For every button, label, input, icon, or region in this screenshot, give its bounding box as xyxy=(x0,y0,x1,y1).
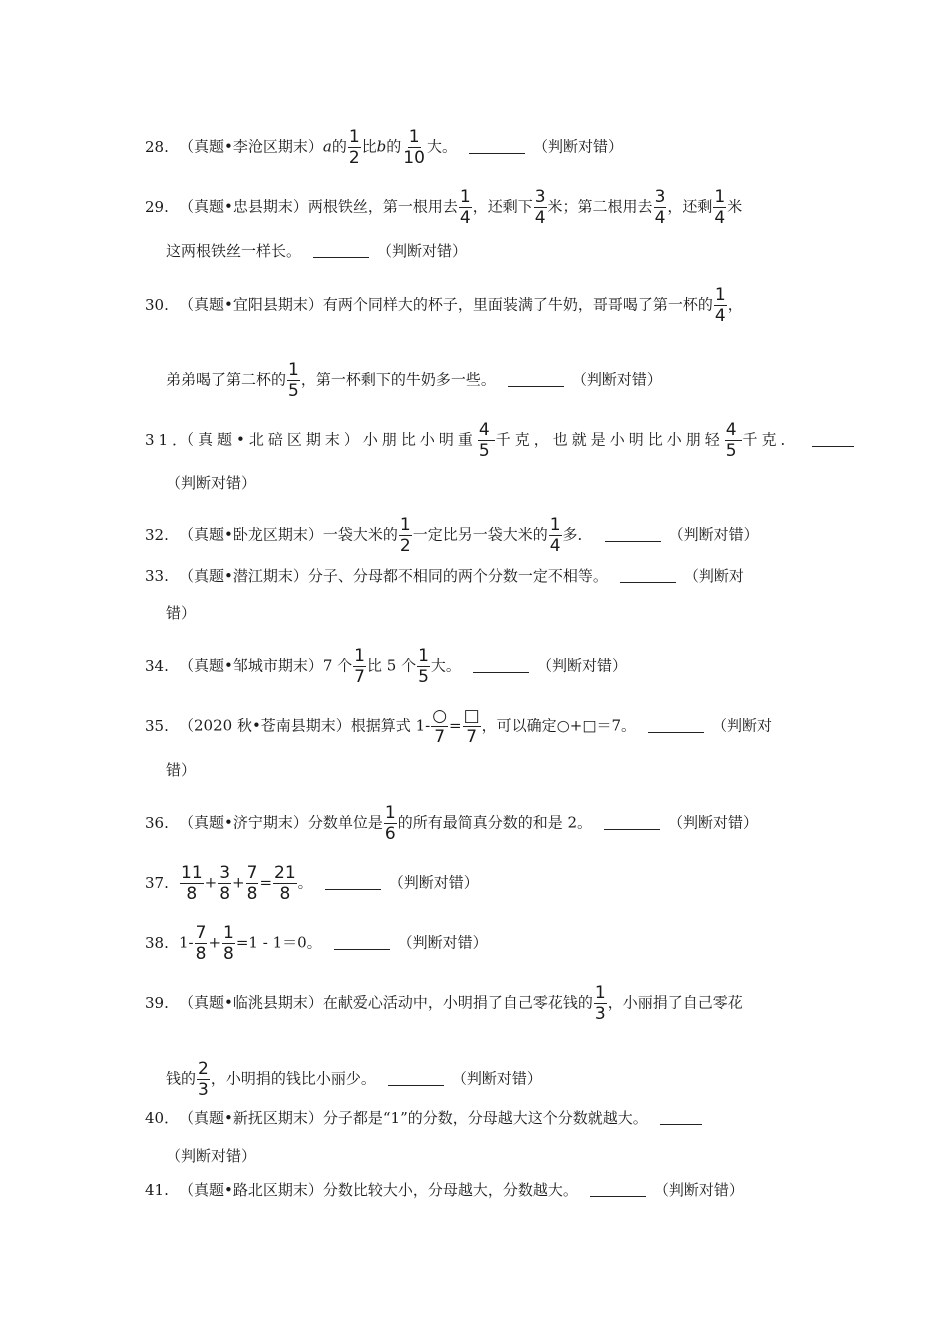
fraction: $\frac{4}{5}$ xyxy=(478,420,494,461)
answer-blank[interactable] xyxy=(660,1110,702,1125)
answer-blank[interactable] xyxy=(334,935,390,950)
question-35-line-2: 错） xyxy=(166,761,197,779)
answer-blank[interactable] xyxy=(508,372,564,387)
fraction: $\frac{1}{4}$ xyxy=(549,515,561,556)
answer-blank[interactable] xyxy=(620,568,676,583)
fraction: $\frac{3}{4}$ xyxy=(654,187,666,228)
question-30: 30. （真题•宜阳县期末）有两个同样大的杯子，里面装满了牛奶，哥哥喝了第一杯的 $\frac{1}{4}$ ， xyxy=(145,285,743,326)
fraction: $\frac{1}{8}$ xyxy=(223,923,234,964)
answer-blank[interactable] xyxy=(325,875,381,890)
question-38: 38. 1- $\frac{7}{8}$ + $\frac{1}{8}$ =1 - 1＝0。 （判断对错） xyxy=(145,923,488,964)
question-31-line-2: （判断对错） xyxy=(166,474,257,492)
fraction: $\frac{1}{4}$ xyxy=(714,285,726,326)
fraction: $\frac{3}{4}$ xyxy=(534,187,546,228)
question-28: 28. （真题•李沧区期末）a的 $\frac{1}{2}$ 比b的 $\frac{1}{10}$ 大。 （判断对错） xyxy=(145,127,623,168)
fraction: $\frac{□}{7}$ xyxy=(463,706,480,747)
fraction: $\frac{2}{3}$ xyxy=(198,1059,209,1100)
fraction: $\frac{1}{4}$ xyxy=(714,187,726,228)
fraction: $\frac{3}{8}$ xyxy=(219,863,231,904)
fraction: $\frac{1}{6}$ xyxy=(384,803,396,844)
fraction: $\frac{1}{7}$ xyxy=(354,646,365,687)
fraction: $\frac{1}{2}$ xyxy=(348,127,360,168)
fraction: $\frac{4}{5}$ xyxy=(725,420,741,461)
fraction: $\frac{7}{8}$ xyxy=(195,923,207,964)
question-35: 35. （2020 秋•苍南县期末）根据算式 1- $\frac{○}{7}$ = $\frac{□}{7}$ ，可以确定○+□＝7。 （判断对 xyxy=(145,706,773,747)
question-33-line-2: 错） xyxy=(166,604,197,622)
question-33: 33. （真题•潜江期末）分子、分母都不相同的两个分数一定不相等。 （判断对 xyxy=(145,567,744,585)
question-37: 37. $\frac{11}{8}$ + $\frac{3}{8}$ + $\frac{7}{8}$ = $\frac{21}{8}$ 。 （判断对错） xyxy=(145,863,479,904)
fraction: $\frac{1}{3}$ xyxy=(594,983,606,1024)
answer-blank[interactable] xyxy=(812,432,854,447)
answer-blank[interactable] xyxy=(590,1182,646,1197)
answer-blank[interactable] xyxy=(469,139,525,154)
answer-blank[interactable] xyxy=(605,527,661,542)
fraction: $\frac{1}{5}$ xyxy=(288,360,299,401)
question-30-line-2: 弟弟喝了第二杯的 $\frac{1}{5}$ ，第一杯剩下的牛奶多一些。 （判断对错） xyxy=(166,360,662,401)
question-39-line-2: 钱的 $\frac{2}{3}$ ，小明捐的钱比小丽少。 （判断对错） xyxy=(166,1059,542,1100)
fraction: $\frac{1}{4}$ xyxy=(459,187,471,228)
question-40: 40．（真题•新抚区期末）分子都是“1”的分数，分母越大这个分数就越大。 xyxy=(145,1108,710,1128)
question-29: 29. （真题•忠县期末）两根铁丝，第一根用去 $\frac{1}{4}$ ，还剩下 $\frac{3}{4}$ 米；第二根用去 $\frac{3}{4}$ ，还剩 $\frac{1}{4}$ 米 xyxy=(145,187,743,228)
answer-blank[interactable] xyxy=(313,243,369,258)
fraction: $\frac{○}{7}$ xyxy=(432,706,448,747)
question-39: 39. （真题•临洮县期末）在献爱心活动中，小明捐了自己零花钱的 $\frac{1}{3}$ ，小丽捐了自己零花 xyxy=(145,983,743,1024)
question-29-line-2: 这两根铁丝一样长。 （判断对错） xyxy=(166,242,468,260)
question-36: 36. （真题•济宁期末）分数单位是 $\frac{1}{6}$ 的所有最简真分数的和是 2。 （判断对错） xyxy=(145,803,759,844)
fraction: $\frac{11}{8}$ xyxy=(181,863,203,904)
question-34: 34. （真题•邹城市期末）7 个 $\frac{1}{7}$ 比 5 个 $\frac{1}{5}$ 大。 （判断对错） xyxy=(145,646,627,687)
question-32: 32. （真题•卧龙区期末）一袋大米的 $\frac{1}{2}$ 一定比另一袋大米的 $\frac{1}{4}$ 多． （判断对错） xyxy=(145,515,759,556)
question-40-line-2: （判断对错） xyxy=(166,1147,257,1165)
fraction: $\frac{7}{8}$ xyxy=(246,863,258,904)
fraction: $\frac{1}{5}$ xyxy=(418,646,429,687)
fraction: $\frac{21}{8}$ xyxy=(274,863,296,904)
answer-blank[interactable] xyxy=(473,658,529,673)
answer-blank[interactable] xyxy=(604,815,660,830)
question-41: 41. （真题•路北区期末）分数比较大小，分母越大，分数越大。 （判断对错） xyxy=(145,1181,744,1199)
fraction: $\frac{1}{10}$ xyxy=(403,127,425,168)
question-31: 31．（真题•北碚区期末）小朋比小明重 $\frac{4}{5}$ 千克，也就是小明比小朋轻 $\frac{4}{5}$ 千克． xyxy=(145,421,862,460)
answer-blank[interactable] xyxy=(648,718,704,733)
answer-blank[interactable] xyxy=(388,1071,444,1086)
fraction: $\frac{1}{2}$ xyxy=(399,515,411,556)
